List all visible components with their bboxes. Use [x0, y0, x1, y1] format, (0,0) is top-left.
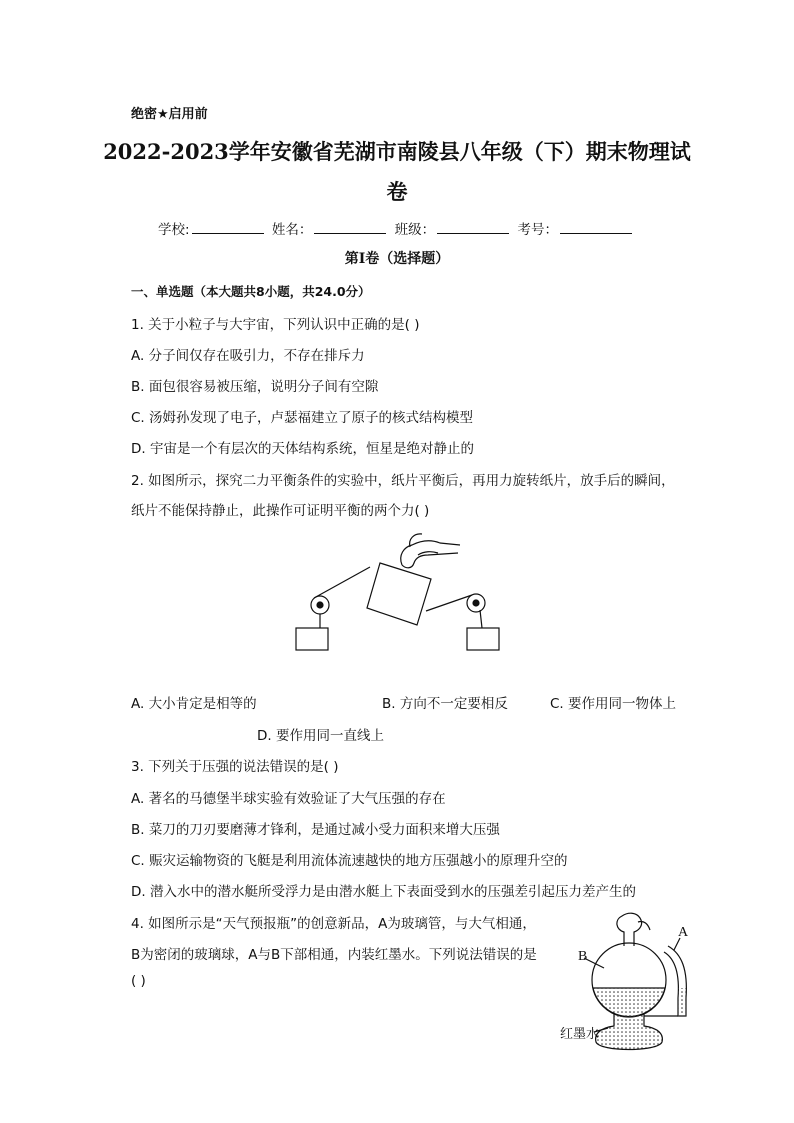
number-blank	[560, 221, 632, 234]
question-4-stem-line-2: B为密闭的玻璃球，A与B下部相通，内装红墨水。下列说法错误的是	[131, 947, 537, 963]
class-label: 班级：	[394, 222, 436, 238]
question-3-option-b: B. 菜刀的刀刃要磨薄才锋利，是通过减小受力面积来增大压强	[131, 822, 500, 838]
confidential-label: 绝密★启用前	[131, 107, 208, 122]
question-2-option-a: A. 大小肯定是相等的	[131, 696, 257, 712]
question-2-stem-line-2: 纸片不能保持静止，此操作可证明平衡的两个力( )	[131, 503, 430, 519]
exam-title-line-1: 2022-2023学年安徽省芜湖市南陵县八年级（下）期末物理试	[103, 139, 691, 164]
left-weight	[296, 628, 328, 650]
question-2-option-d: D. 要作用同一直线上	[257, 728, 384, 744]
question-3-option-d: D. 潜入水中的潜水艇所受浮力是由潜水艇上下表面受到水的压强差引起压力差产生的	[131, 884, 636, 900]
question-4-stem-line-3: ( )	[131, 973, 146, 989]
exam-title-line-2: 卷	[386, 179, 408, 204]
question-4-stem-line-1: 4. 如图所示是“天气预报瓶”的创意新品，A为玻璃管，与大气相通，	[131, 916, 536, 932]
student-info-row	[0, 218, 794, 238]
question-2-option-b: B. 方向不一定要相反	[382, 696, 508, 712]
bottle-base	[596, 1014, 663, 1050]
two-force-balance-figure	[290, 525, 510, 655]
question-2-option-c: C. 要作用同一物体上	[550, 696, 677, 712]
name-blank	[314, 221, 386, 234]
paper-card	[367, 563, 431, 625]
right-weight	[467, 628, 499, 650]
question-3-stem: 3. 下列关于压强的说法错误的是( )	[131, 759, 339, 775]
weather-bottle-figure	[560, 910, 710, 1070]
question-1-option-a: A. 分子间仅存在吸引力，不存在排斥力	[131, 348, 365, 364]
label-b: B	[578, 949, 588, 964]
red-ink-liquid	[593, 988, 665, 1016]
question-1-option-c: C. 汤姆孙发现了电子，卢瑟福建立了原子的核式结构模型	[131, 410, 474, 426]
question-3-option-a: A. 著名的马德堡半球实验有效验证了大气压强的存在	[131, 791, 446, 807]
name-label: 姓名：	[271, 222, 313, 238]
question-1-stem: 1. 关于小粒子与大宇宙，下列认识中正确的是( )	[131, 317, 420, 333]
number-label: 考号：	[517, 222, 558, 238]
section-heading: 一、单选题（本大题共8小题，共24.0分）	[131, 284, 371, 299]
label-a: A	[678, 925, 689, 940]
question-2-stem-line-1: 2. 如图所示，探究二力平衡条件的实验中，纸片平衡后，再用力旋转纸片，放手后的瞬间，	[131, 473, 675, 489]
class-blank	[437, 221, 509, 234]
school-blank	[192, 221, 264, 234]
volume-heading: 第I卷（选择题）	[344, 251, 450, 267]
school-label: 学校:	[158, 222, 190, 238]
label-red-ink: 红墨水	[560, 1027, 600, 1042]
question-1-option-b: B. 面包很容易被压缩，说明分子间有空隙	[131, 379, 379, 395]
question-3-option-c: C. 赈灾运输物资的飞艇是利用流体流速越快的地方压强越小的原理升空的	[131, 853, 568, 869]
question-1-option-d: D. 宇宙是一个有层次的天体结构系统，恒星是绝对静止的	[131, 441, 474, 457]
